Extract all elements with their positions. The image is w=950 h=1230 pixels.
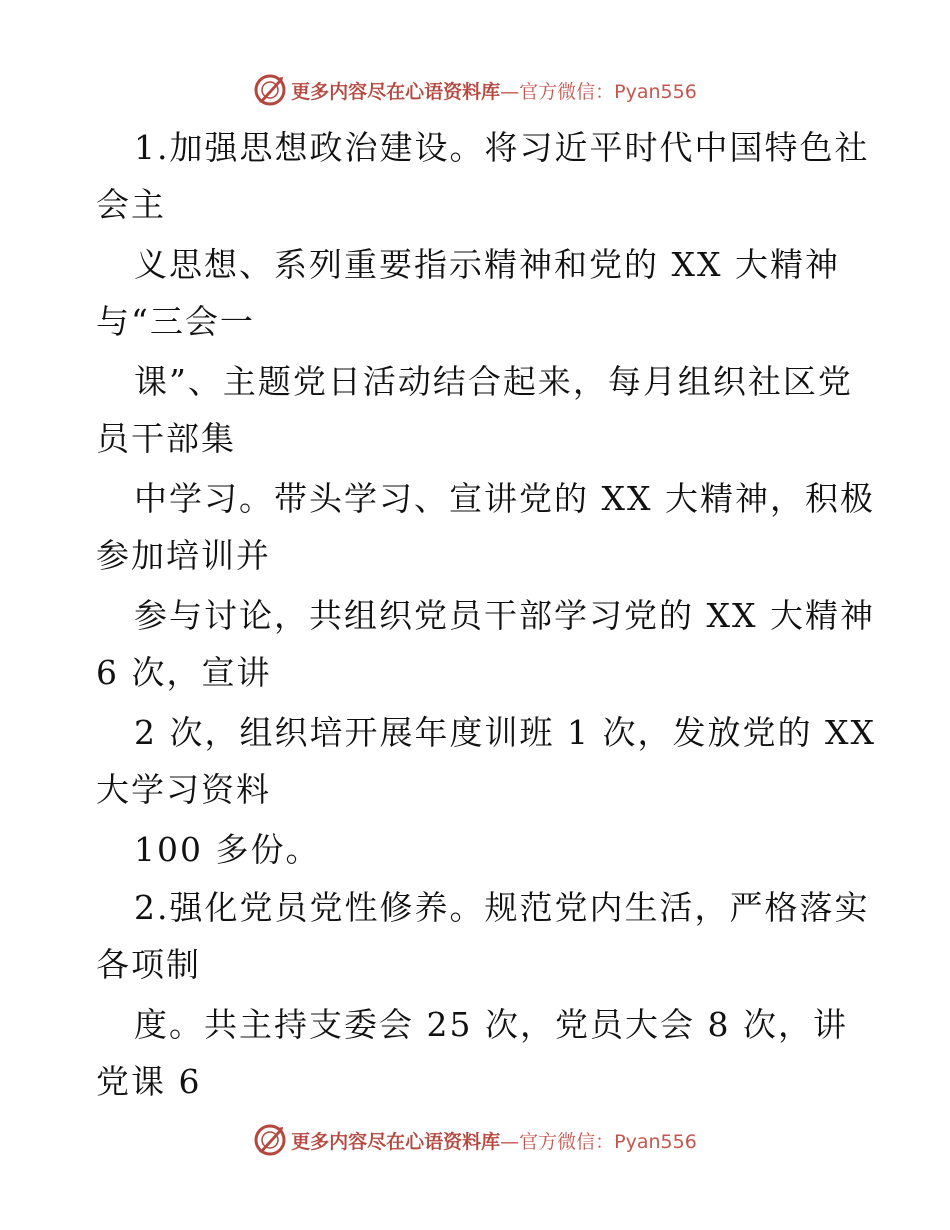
- body-line: 与“三会一: [96, 302, 255, 341]
- body-line: 会主: [96, 185, 166, 224]
- body-line: 6 次，宣讲: [96, 653, 272, 692]
- body-line: 义思想、系列重要指示精神和党的 XX 大精神: [134, 245, 840, 284]
- body-line: 1.加强思想政治建设。将习近平时代中国特色社: [134, 128, 870, 167]
- body-line: 参加培训并: [96, 536, 271, 575]
- body-line: 各项制: [96, 945, 201, 984]
- body-line: 参与讨论，共组织党员干部学习党的 XX 大精神: [134, 596, 875, 635]
- body-line: 中学习。带头学习、宣讲党的 XX 大精神，积极: [134, 479, 875, 518]
- banner-sub-text: —官方微信：Pyan556: [500, 1130, 697, 1153]
- footer-watermark-banner: [0, 1120, 950, 1160]
- banner-sub-text: —官方微信：Pyan556: [500, 80, 697, 103]
- body-line: 2 次，组织培开展年度训班 1 次，发放党的 XX: [134, 713, 876, 752]
- body-line: 度。共主持支委会 25 次，党员大会 8 次，讲: [134, 1005, 848, 1044]
- body-line: 课”、主题党日活动结合起来，每月组织社区党: [134, 362, 853, 401]
- banner-main-text: 更多内容尽在心语资料库: [291, 1130, 501, 1153]
- body-line: 100 多份。: [134, 830, 321, 869]
- body-line: 党课 6: [96, 1062, 202, 1101]
- body-line: 2.强化党员党性修养。规范党内生活，严格落实: [134, 888, 870, 927]
- body-line: 大学习资料: [96, 770, 271, 809]
- body-line: 员干部集: [96, 419, 236, 458]
- banner-main-text: 更多内容尽在心语资料库: [291, 80, 501, 103]
- quill-seal-icon: [253, 1123, 287, 1157]
